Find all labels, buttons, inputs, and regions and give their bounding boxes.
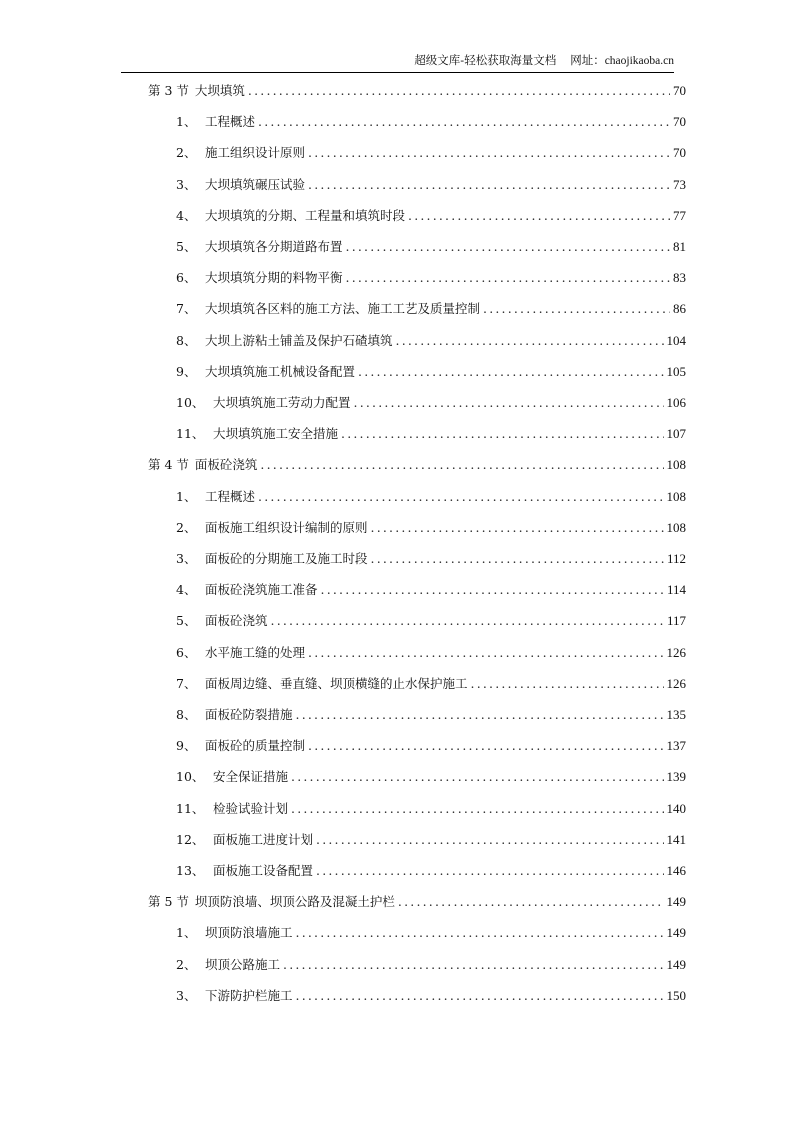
- url-label: 网址：: [570, 53, 605, 67]
- toc-subsection-entry[interactable]: [176, 175, 686, 195]
- toc-entry-number: 第 5 节: [148, 894, 189, 910]
- toc-section-entry[interactable]: [148, 81, 686, 101]
- toc-entry-page-number: 112: [666, 551, 686, 566]
- toc-dot-leader: [248, 83, 670, 98]
- toc-entry-page-number: 114: [666, 582, 686, 598]
- toc-dot-leader: [321, 582, 664, 597]
- toc-subsection-entry[interactable]: [176, 736, 686, 756]
- toc-entry-number: 2、: [176, 956, 197, 972]
- toc-subsection-entry[interactable]: [176, 393, 686, 413]
- toc-entry-number: 6、: [176, 270, 197, 286]
- toc-entry-number: 8、: [176, 707, 197, 722]
- toc-dot-leader: [296, 988, 664, 1003]
- toc-entry-page-number: 107: [666, 426, 686, 442]
- toc-dot-leader: [354, 395, 664, 410]
- toc-entry-number: 10、: [176, 769, 205, 785]
- toc-entry-number: 8、: [176, 332, 197, 348]
- toc-entry-page-number: 106: [666, 395, 686, 410]
- toc-subsection-entry[interactable]: [176, 861, 686, 881]
- toc-dot-leader: [396, 333, 664, 348]
- toc-dot-leader: [296, 925, 664, 940]
- toc-entry-page-number: 108: [666, 519, 686, 535]
- toc-dot-leader: [471, 676, 664, 691]
- toc-entry-number: 11、: [176, 800, 205, 816]
- toc-entry-number: 5、: [176, 239, 197, 254]
- toc-dot-leader: [483, 301, 670, 316]
- toc-subsection-entry[interactable]: [176, 518, 686, 538]
- toc-entry-title: 工程概述: [205, 114, 256, 130]
- toc-entry-page-number: 126: [666, 644, 686, 660]
- toc-entry-number: 2、: [176, 145, 197, 161]
- toc-entry-title: 大坝填筑碾压试验: [205, 176, 306, 192]
- toc-entry-page-number: 73: [673, 176, 686, 192]
- toc-dot-leader: [316, 863, 663, 878]
- toc-subsection-entry[interactable]: [176, 362, 686, 382]
- toc-subsection-entry[interactable]: [176, 331, 686, 351]
- toc-entry-page-number: 146: [666, 863, 686, 878]
- toc-entry-page-number: 149: [666, 925, 686, 941]
- toc-entry-number: 4、: [176, 207, 197, 223]
- toc-entry-number: 3、: [176, 551, 197, 566]
- toc-dot-leader: [408, 208, 670, 223]
- toc-entry-title: 坝顶防浪墙、坝顶公路及混凝土护栏: [194, 894, 395, 910]
- site-name: 超级文库-轻松获取海量文档: [414, 53, 557, 67]
- toc-entry-title: 工程概述: [205, 488, 256, 504]
- toc-subsection-entry[interactable]: [176, 611, 686, 631]
- toc-subsection-entry[interactable]: [176, 549, 686, 569]
- toc-entry-page-number: 140: [666, 800, 686, 816]
- toc-subsection-entry[interactable]: [176, 143, 686, 163]
- toc-dot-leader: [260, 457, 663, 472]
- toc-dot-leader: [341, 426, 663, 441]
- toc-entry-title: 面板砼浇筑: [194, 457, 258, 473]
- toc-entry-title: 面板砼的分期施工及施工时段: [205, 551, 368, 566]
- toc-entry-title: 面板施工设备配置: [213, 863, 314, 878]
- toc-entry-page-number: 126: [666, 675, 686, 691]
- toc-subsection-entry[interactable]: [176, 767, 686, 787]
- toc-entry-page-number: 104: [666, 332, 686, 348]
- toc-subsection-entry[interactable]: [176, 955, 686, 975]
- toc-entry-page-number: 135: [666, 707, 686, 722]
- toc-entry-title: 水平施工缝的处理: [205, 644, 306, 660]
- toc-entry-number: 4、: [176, 582, 197, 598]
- toc-entry-page-number: 86: [673, 301, 686, 317]
- toc-entry-page-number: 141: [666, 831, 686, 847]
- toc-subsection-entry[interactable]: [176, 487, 686, 507]
- toc-entry-title: 施工组织设计原则: [205, 145, 306, 161]
- toc-entry-number: 1、: [176, 488, 197, 504]
- toc-subsection-entry[interactable]: [176, 206, 686, 226]
- toc-entry-number: 12、: [176, 831, 205, 847]
- toc-entry-number: 3、: [176, 176, 197, 192]
- toc-dot-leader: [258, 489, 663, 504]
- toc-entry-number: 7、: [176, 675, 197, 691]
- toc-dot-leader: [346, 270, 670, 285]
- toc-entry-number: 第 4 节: [148, 457, 189, 473]
- toc-section-entry[interactable]: [148, 892, 686, 912]
- toc-entry-page-number: 149: [666, 956, 686, 972]
- toc-entry-page-number: 81: [673, 239, 686, 254]
- toc-subsection-entry[interactable]: [176, 705, 686, 725]
- toc-entry-page-number: 108: [666, 488, 686, 504]
- toc-entry-title: 大坝填筑施工劳动力配置: [213, 395, 351, 410]
- toc-entry-title: 大坝填筑各分期道路布置: [205, 239, 343, 254]
- toc-entry-title: 面板周边缝、垂直缝、坝顶横缝的止水保护施工: [205, 675, 468, 691]
- toc-entry-page-number: 70: [673, 145, 686, 161]
- site-url: chaojikaoba.cn: [604, 55, 674, 67]
- toc-entry-title: 面板砼防裂措施: [205, 707, 293, 722]
- toc-entry-title: 大坝上游粘土铺盖及保护石碴填筑: [205, 332, 393, 348]
- toc-section-entry[interactable]: [148, 455, 686, 475]
- toc-dot-leader: [258, 114, 670, 129]
- toc-subsection-entry[interactable]: [176, 799, 686, 819]
- toc-subsection-entry[interactable]: [176, 237, 686, 257]
- toc-entry-title: 安全保证措施: [213, 769, 289, 785]
- toc-subsection-entry[interactable]: [176, 580, 686, 600]
- toc-dot-leader: [291, 801, 663, 816]
- toc-entry-title: 大坝填筑的分期、工程量和填筑时段: [205, 207, 406, 223]
- toc-subsection-entry[interactable]: [176, 830, 686, 850]
- toc-entry-number: 13、: [176, 863, 205, 878]
- toc-entry-page-number: 70: [673, 83, 686, 98]
- toc-entry-number: 2、: [176, 519, 197, 535]
- toc-entry-page-number: 108: [666, 457, 686, 473]
- toc-dot-leader: [308, 645, 663, 660]
- toc-dot-leader: [316, 832, 663, 847]
- toc-entry-title: 大坝填筑施工机械设备配置: [205, 363, 356, 379]
- toc-entry-number: 9、: [176, 363, 197, 379]
- toc-dot-leader: [371, 551, 664, 566]
- toc-entry-number: 11、: [176, 426, 205, 442]
- toc-subsection-entry[interactable]: [176, 923, 686, 943]
- toc-entry-title: 面板砼浇筑: [205, 613, 268, 629]
- toc-entry-title: 大坝填筑施工安全措施: [213, 426, 339, 442]
- toc-dot-leader: [283, 957, 663, 972]
- toc-subsection-entry[interactable]: [176, 268, 686, 288]
- toc-entry-title: 检验试验计划: [213, 800, 289, 816]
- toc-entry-page-number: 105: [666, 363, 686, 379]
- toc-entry-page-number: 83: [673, 270, 686, 286]
- toc-entry-title: 大坝填筑分期的料物平衡: [205, 270, 343, 286]
- toc-subsection-entry[interactable]: [176, 299, 686, 319]
- toc-subsection-entry[interactable]: [176, 986, 686, 1006]
- toc-dot-leader: [371, 520, 664, 535]
- toc-dot-leader: [346, 239, 670, 254]
- toc-subsection-entry[interactable]: [176, 674, 686, 694]
- toc-dot-leader: [296, 707, 664, 722]
- toc-entry-number: 1、: [176, 114, 197, 130]
- toc-entry-page-number: 70: [673, 114, 686, 130]
- toc-entry-title: 下游防护栏施工: [205, 987, 293, 1003]
- toc-entry-title: 大坝填筑各区料的施工方法、施工工艺及质量控制: [205, 301, 481, 317]
- toc-dot-leader: [358, 364, 663, 379]
- toc-entry-title: 面板砼的质量控制: [205, 738, 306, 754]
- toc-entry-title: 坝顶公路施工: [205, 956, 281, 972]
- toc-dot-leader: [308, 177, 670, 192]
- toc-entry-page-number: 139: [666, 769, 686, 785]
- toc-entry-page-number: 137: [666, 738, 686, 754]
- toc-entry-title: 面板砼浇筑施工准备: [205, 582, 318, 598]
- toc-subsection-entry[interactable]: [176, 643, 686, 663]
- toc-dot-leader: [398, 894, 664, 909]
- toc-entry-number: 1、: [176, 925, 197, 941]
- toc-entry-number: 10、: [176, 395, 205, 410]
- toc-entry-page-number: 117: [666, 613, 686, 629]
- toc-dot-leader: [291, 769, 663, 784]
- toc-subsection-entry[interactable]: [176, 112, 686, 132]
- toc-dot-leader: [308, 738, 663, 753]
- toc-entry-page-number: 149: [666, 894, 686, 910]
- toc-entry-number: 7、: [176, 301, 197, 317]
- toc-entry-number: 9、: [176, 738, 197, 754]
- toc-subsection-entry[interactable]: [176, 424, 686, 444]
- toc-entry-title: 坝顶防浪墙施工: [205, 925, 293, 941]
- toc-dot-leader: [271, 613, 664, 628]
- toc-entry-number: 第 3 节: [148, 83, 189, 98]
- toc-entry-number: 3、: [176, 987, 197, 1003]
- toc-entry-title: 面板施工进度计划: [213, 831, 314, 847]
- toc-entry-title: 面板施工组织设计编制的原则: [205, 519, 368, 535]
- toc-entry-page-number: 77: [673, 207, 686, 223]
- toc-entry-title: 大坝填筑: [194, 83, 245, 98]
- toc-dot-leader: [308, 145, 670, 160]
- toc-entry-number: 6、: [176, 644, 197, 660]
- toc-entry-number: 5、: [176, 613, 197, 629]
- toc-entry-page-number: 150: [666, 987, 686, 1003]
